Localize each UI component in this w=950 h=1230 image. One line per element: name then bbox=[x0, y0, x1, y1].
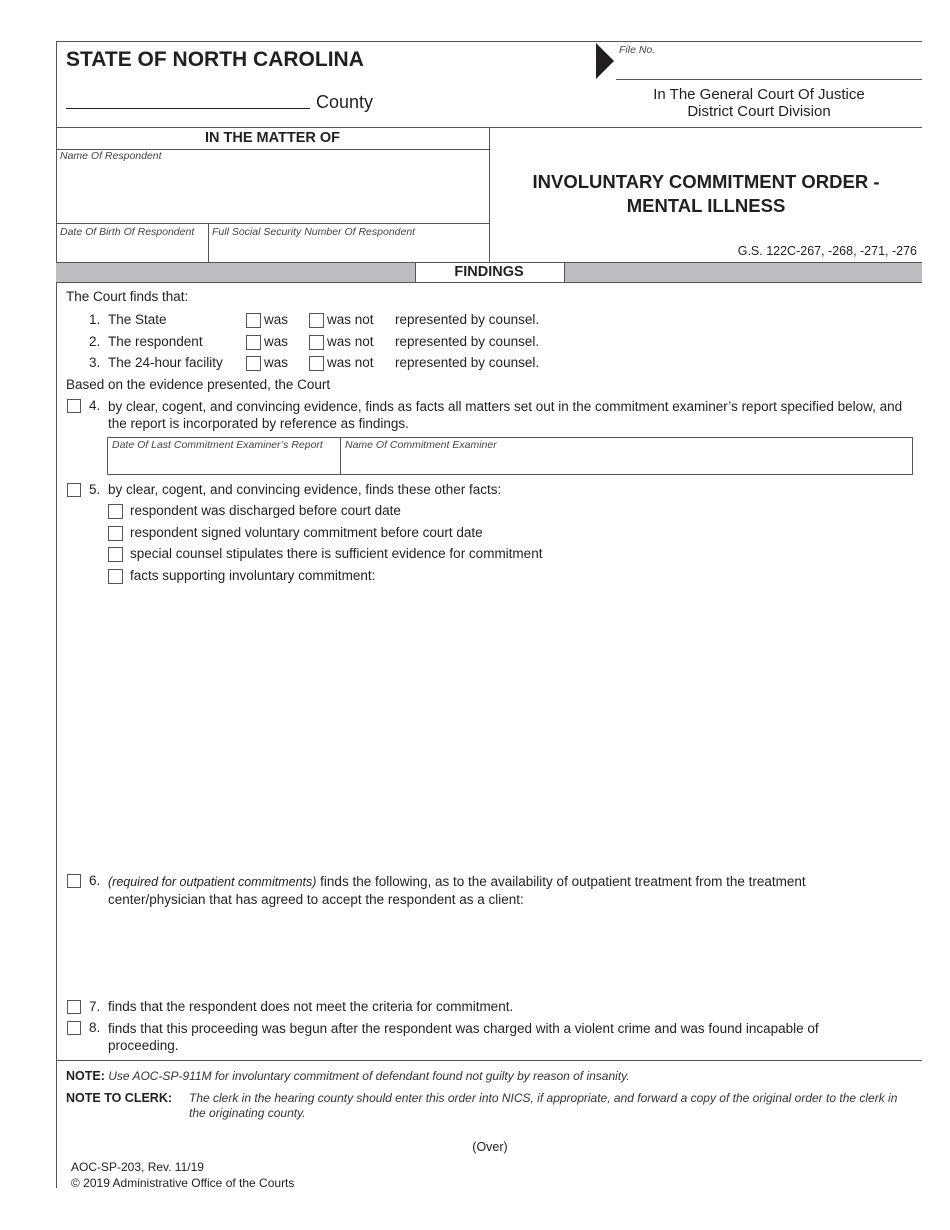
outpatient-findings-field[interactable] bbox=[108, 912, 913, 992]
note-label: NOTE: bbox=[66, 1069, 105, 1083]
file-no-arrow-icon bbox=[596, 43, 614, 79]
dob-field[interactable] bbox=[58, 240, 206, 260]
file-no-label: File No. bbox=[619, 44, 656, 56]
top-border bbox=[56, 41, 922, 42]
findings-heading-text: FINDINGS bbox=[454, 264, 524, 280]
item-6-checkbox[interactable] bbox=[67, 874, 81, 888]
item-4-text: by clear, cogent, and convincing evidence, finds as facts all matters set out in the commitment examiner’s report specified below, and the report is incorporated by reference as findings. bbox=[108, 399, 903, 431]
county-label: County bbox=[316, 92, 374, 112]
over-indicator: (Over) bbox=[472, 1140, 508, 1154]
form-title-line-2: MENTAL ILLNESS bbox=[626, 195, 786, 216]
rep-row-1-was-checkbox[interactable] bbox=[246, 313, 261, 328]
facts-supporting-field[interactable] bbox=[108, 590, 913, 860]
form-title-line-1: INVOLUNTARY COMMITMENT ORDER - bbox=[532, 171, 880, 192]
item-5-option-1-checkbox[interactable] bbox=[108, 504, 123, 519]
rep-row-3-was-not-checkbox[interactable] bbox=[309, 356, 324, 371]
item-5-option-2-label: respondent signed voluntary commitment before court date bbox=[130, 525, 483, 540]
item-8-num: 8. bbox=[89, 1020, 101, 1035]
item-5-option-1-label: respondent was discharged before court date bbox=[130, 503, 401, 518]
item-7-checkbox[interactable] bbox=[67, 1000, 81, 1014]
rep-row-3-num: 3. bbox=[89, 355, 101, 370]
item-5-option-2-checkbox[interactable] bbox=[108, 526, 123, 541]
rep-row-2-was-checkbox[interactable] bbox=[246, 335, 261, 350]
rep-row-3-party: The 24-hour facility bbox=[108, 355, 223, 370]
examiner-box-divider bbox=[340, 437, 341, 474]
notes-divider bbox=[56, 1060, 922, 1061]
note-text: Use AOC-SP-911M for involuntary commitment of defendant found not guilty by reason of insanity. bbox=[108, 1069, 630, 1083]
state-title: STATE OF NORTH CAROLINA bbox=[66, 48, 364, 71]
rep-row-3-was-label: was bbox=[264, 355, 289, 370]
item-5-option-3-label: special counsel stipulates there is sufficient evidence for commitment bbox=[130, 546, 543, 561]
item-5-num: 5. bbox=[89, 482, 101, 497]
rep-row-2-suffix: represented by counsel. bbox=[395, 334, 540, 349]
rep-row-2-was-not-checkbox[interactable] bbox=[309, 335, 324, 350]
rep-row-2-was-not-label: was not bbox=[327, 334, 374, 349]
item-8-checkbox[interactable] bbox=[67, 1021, 81, 1035]
left-border bbox=[56, 41, 57, 1188]
item-4-num: 4. bbox=[89, 398, 101, 413]
rep-row-1-suffix: represented by counsel. bbox=[395, 312, 540, 327]
item-6-body: finds the following, as to the availability of outpatient treatment from the treatment center/physician that has agreed to accept the respondent as a client: bbox=[108, 874, 806, 907]
note-to-clerk-label: NOTE TO CLERK: bbox=[66, 1091, 173, 1105]
item-5-text: by clear, cogent, and convincing evidence, finds these other facts: bbox=[108, 482, 502, 497]
rep-row-1-was-label: was bbox=[264, 312, 289, 327]
report-date-label: Date Of Last Commitment Examiner’s Report bbox=[112, 439, 323, 451]
statute-reference: G.S. 122C-267, -268, -271, -276 bbox=[737, 244, 917, 258]
county-field[interactable] bbox=[66, 90, 310, 109]
file-no-field[interactable] bbox=[616, 44, 920, 77]
findings-intro: The Court finds that: bbox=[66, 289, 189, 304]
rep-row-1-num: 1. bbox=[89, 312, 101, 327]
rep-row-2-party: The respondent bbox=[108, 334, 203, 349]
item-5-checkbox[interactable] bbox=[67, 483, 81, 497]
item-5-option-4-checkbox[interactable] bbox=[108, 569, 123, 584]
form-id: AOC-SP-203, Rev. 11/19 bbox=[71, 1160, 204, 1174]
examiner-name-label: Name Of Commitment Examiner bbox=[345, 439, 497, 451]
item-7-num: 7. bbox=[89, 999, 101, 1014]
item-5-option-3-checkbox[interactable] bbox=[108, 547, 123, 562]
rep-row-1-party: The State bbox=[108, 312, 167, 327]
item-6-num: 6. bbox=[89, 873, 101, 888]
rep-row-2-was-label: was bbox=[264, 334, 289, 349]
dob-divider bbox=[208, 223, 209, 262]
rep-row-3-was-not-label: was not bbox=[327, 355, 374, 370]
file-no-underline bbox=[616, 79, 922, 80]
item-6-italic: (required for outpatient commitments) bbox=[108, 875, 317, 889]
item-7-text: finds that the respondent does not meet the criteria for commitment. bbox=[108, 999, 514, 1014]
ssn-label: Full Social Security Number Of Respondent bbox=[212, 226, 416, 238]
court-line-1: In The General Court Of Justice bbox=[653, 86, 865, 103]
item-4-checkbox[interactable] bbox=[67, 399, 81, 413]
rep-row-3-was-checkbox[interactable] bbox=[246, 356, 261, 371]
court-line-2: District Court Division bbox=[687, 103, 831, 120]
based-on-text: Based on the evidence presented, the Court bbox=[66, 377, 331, 392]
note-to-clerk-text: The clerk in the hearing county should enter this order into NICS, if appropriate, and forward a copy of the original order to the clerk in the originating county. bbox=[189, 1091, 898, 1120]
rep-row-3-suffix: represented by counsel. bbox=[395, 355, 540, 370]
rep-row-1-was-not-checkbox[interactable] bbox=[309, 313, 324, 328]
item-5-option-4-label: facts supporting involuntary commitment: bbox=[130, 568, 376, 583]
matter-heading: IN THE MATTER OF bbox=[204, 130, 341, 146]
examiner-name-field[interactable] bbox=[343, 453, 909, 471]
dob-label: Date Of Birth Of Respondent bbox=[60, 226, 195, 238]
respondent-name-label: Name Of Respondent bbox=[60, 150, 162, 162]
rep-row-1-was-not-label: was not bbox=[327, 312, 374, 327]
copyright: © 2019 Administrative Office of the Courts bbox=[71, 1176, 295, 1190]
item-6-text bbox=[108, 873, 888, 908]
report-date-field[interactable] bbox=[110, 453, 338, 471]
item-8-text: finds that this proceeding was begun after the respondent was charged with a violent crime and was found incapable of proceeding. bbox=[108, 1021, 819, 1053]
matter-row-rule bbox=[56, 223, 489, 224]
respondent-name-field[interactable] bbox=[58, 164, 486, 222]
ssn-field[interactable] bbox=[210, 240, 486, 260]
note-line bbox=[66, 1069, 916, 1084]
rep-row-2-num: 2. bbox=[89, 334, 101, 349]
